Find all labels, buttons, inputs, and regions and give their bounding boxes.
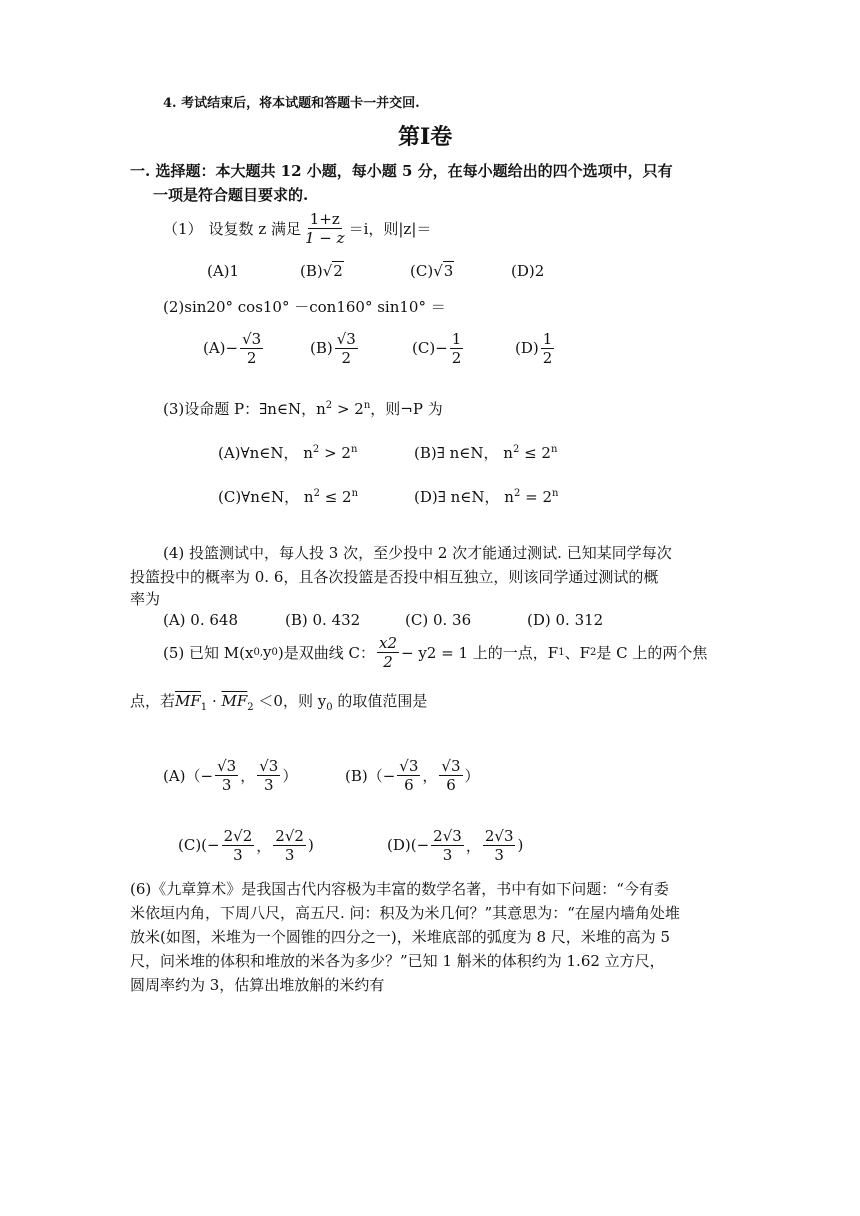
q5-a-frac2 bbox=[257, 757, 280, 794]
q1-option-c-label: (C) bbox=[410, 262, 434, 280]
q5-mid4: 、F bbox=[564, 643, 590, 662]
question-1-stem bbox=[163, 208, 431, 248]
q3-exp-2: 2 bbox=[325, 400, 333, 411]
q2-option-b-label: (B) bbox=[310, 339, 333, 357]
q4-option-c: (C) 0. 36 bbox=[405, 611, 472, 629]
q3-d-exp-n: n bbox=[552, 488, 559, 499]
q3-option-a bbox=[218, 442, 357, 463]
q5-d-frac1-num: 2√3 bbox=[433, 826, 462, 845]
q5-line2 bbox=[130, 690, 427, 713]
q3-d-pre: (D)∃ n∈N， n bbox=[414, 488, 514, 506]
q4-option-d: (D) 0. 312 bbox=[527, 611, 604, 629]
q3-stem-post: ，则¬P 为 bbox=[370, 400, 443, 418]
q5-a-label: (A)（− bbox=[163, 766, 214, 785]
q5-vector-mf2-sub: 2 bbox=[247, 702, 254, 713]
q2-b-fraction bbox=[335, 330, 358, 367]
q5-sub-x0: 0, bbox=[253, 646, 264, 658]
q5-vector-mf2: $\overline{MF}$ bbox=[221, 692, 248, 710]
q3-c-mid: ≤ 2 bbox=[319, 488, 352, 506]
q5-a-frac2-num: √3 bbox=[259, 756, 279, 775]
q1-frac-den: 1 − z bbox=[305, 228, 345, 247]
q2-option-c-label: (C)− bbox=[412, 339, 448, 357]
q3-c-pre: (C)∀n∈N， n bbox=[218, 488, 314, 506]
q5-c-frac1-coef: 2 bbox=[223, 826, 234, 845]
q2-option-b bbox=[310, 326, 360, 370]
q3-c-exp-n: n bbox=[351, 488, 359, 499]
q3-stem-pre: (3)设命题 P：∃n∈N，n bbox=[163, 400, 326, 418]
q5-option-b bbox=[345, 752, 480, 798]
q5-d-comma: ， bbox=[465, 836, 481, 855]
q5-d-frac2-den: 3 bbox=[494, 845, 504, 864]
q2-c-fraction bbox=[450, 330, 464, 367]
q3-a-exp-2: 2 bbox=[312, 444, 320, 455]
q2-c-den: 2 bbox=[451, 348, 462, 367]
q3-option-d bbox=[414, 486, 558, 507]
exam-note-4: 4. 考试结束后，将本试题和答题卡一并交回. bbox=[163, 96, 420, 111]
q5-stem-post: 是 C 上的两个焦 bbox=[596, 643, 708, 662]
q5-d-frac2-num: 2√3 bbox=[484, 826, 514, 845]
q4-line3: 率为 bbox=[130, 590, 161, 608]
q5-c-frac2-den: 3 bbox=[284, 845, 295, 864]
q1-option-b-label: (B) bbox=[300, 262, 323, 280]
question-2-stem: (2)sin20° cos10° －con160° sin10° ＝ bbox=[163, 298, 446, 316]
q2-a-num: √3 bbox=[242, 329, 262, 348]
q5-line2-pre: 点，若 bbox=[130, 692, 176, 710]
q5-d-frac1 bbox=[431, 827, 464, 864]
q5-a-frac1 bbox=[215, 757, 238, 794]
q2-option-a-label: (A)− bbox=[203, 339, 239, 357]
q5-vector-mf1-sub: 1 bbox=[200, 702, 208, 713]
q5-b-frac1-den: 6 bbox=[404, 775, 414, 794]
q5-c-frac2-coef: 2 bbox=[275, 826, 285, 845]
q1-sqrt-b-radicand: 2 bbox=[333, 262, 343, 280]
q4-option-a: (A) 0. 648 bbox=[163, 611, 239, 629]
q6-line3: 放米(如图，米堆为一个圆锥的四分之一)，米堆底部的弧度为 8 尺，米堆的高为 5 bbox=[130, 928, 671, 946]
part1-heading-line2: 一项是符合题目要求的. bbox=[153, 186, 309, 204]
q1-option-d: (D)2 bbox=[511, 262, 545, 280]
q5-a-comma: ， bbox=[240, 766, 256, 785]
q5-vector-mf1: $\overline{MF}$ bbox=[175, 692, 201, 710]
q5-c-frac2-num: 2√2 bbox=[275, 826, 304, 845]
q6-line1: (6)《九章算术》是我国古代内容极为丰富的数学名著，书中有如下问题：“今有委 bbox=[130, 880, 669, 898]
part1-heading-line1: 一. 选择题：本大题共 12 小题，每小题 5 分，在每小题给出的四个选项中，只有 bbox=[130, 162, 673, 180]
question-3-stem bbox=[163, 398, 443, 419]
q5-line2-end: 的取值范围是 bbox=[332, 692, 428, 710]
q1-sqrt-c-radicand: 3 bbox=[443, 262, 454, 280]
q5-option-a bbox=[163, 752, 297, 798]
q2-a-fraction bbox=[240, 330, 263, 367]
q3-option-c bbox=[218, 486, 358, 507]
q5-d-close: ) bbox=[517, 836, 524, 854]
q3-d-mid: = 2 bbox=[520, 488, 552, 506]
q5-frac-den: 2 bbox=[383, 652, 393, 671]
q2-c-num: 1 bbox=[451, 329, 462, 348]
q2-d-den: 2 bbox=[542, 348, 553, 367]
q3-b-pre: (B)∃ n∈N， n bbox=[414, 444, 513, 462]
q5-line2-post: ＜0，则 y bbox=[253, 692, 327, 710]
q1-option-b bbox=[300, 262, 344, 280]
q5-option-c bbox=[178, 822, 314, 868]
q2-a-den: 2 bbox=[246, 348, 257, 367]
q3-b-exp-n: n bbox=[550, 444, 558, 455]
q5-c-label: (C)(− bbox=[178, 836, 220, 854]
q5-a-frac1-num: √3 bbox=[217, 756, 237, 775]
q2-option-d-label: (D) bbox=[515, 339, 539, 357]
q4-line1: (4) 投篮测试中，每人投 3 次，至少投中 2 次才能通过测试. 已知某同学每次 bbox=[163, 544, 672, 562]
q5-c-close: ) bbox=[307, 836, 314, 854]
q2-a-num-radicand: 3 bbox=[251, 329, 262, 348]
q3-stem-mid: > 2 bbox=[332, 400, 364, 418]
q2-d-num: 1 bbox=[542, 329, 553, 348]
q5-b-close: ） bbox=[464, 766, 480, 785]
q2-option-a bbox=[203, 326, 265, 370]
q1-option-a: (A)1 bbox=[207, 262, 240, 280]
q6-line4: 尺，问米堆的体积和堆放的米各为多少？”已知 1 斛米的体积约为 1.62 立方尺， bbox=[130, 952, 665, 970]
q5-mid3: − y2 = 1 上的一点，F bbox=[401, 643, 559, 662]
q5-a-frac2-den: 3 bbox=[264, 775, 274, 794]
q1-sqrt-c: √3 bbox=[433, 262, 454, 280]
q2-option-c bbox=[412, 326, 465, 370]
q3-option-b bbox=[414, 442, 557, 463]
q5-b-comma: ， bbox=[422, 766, 438, 785]
q5-dot: · bbox=[207, 692, 222, 710]
q2-b-num: √3 bbox=[336, 329, 356, 348]
q5-b-frac2-radicand: 3 bbox=[450, 756, 461, 775]
q5-c-frac2-radicand: 2 bbox=[294, 826, 304, 845]
q5-b-frac1-radicand: 3 bbox=[408, 756, 419, 775]
q5-d-frac2 bbox=[483, 827, 516, 864]
q5-a-frac1-den: 3 bbox=[221, 775, 232, 794]
q5-sub-f1: 1 bbox=[558, 646, 565, 658]
q5-b-frac2 bbox=[439, 757, 462, 794]
q5-mid1: y bbox=[263, 643, 272, 661]
q4-option-b: (B) 0. 432 bbox=[285, 611, 361, 629]
q3-c-exp-2: 2 bbox=[313, 488, 320, 499]
q1-sqrt-b: √2 bbox=[322, 262, 343, 280]
q5-b-frac2-den: 6 bbox=[446, 775, 456, 794]
q5-c-frac1 bbox=[222, 827, 255, 864]
q6-line5: 圆周率约为 3，估算出堆放斛的米约有 bbox=[130, 976, 385, 994]
q5-frac-num: x2 bbox=[378, 633, 397, 652]
q2-b-den: 2 bbox=[341, 348, 352, 367]
q5-c-frac2 bbox=[273, 827, 306, 864]
q4-line2: 投篮投中的概率为 0. 6，且各次投篮是否投中相互独立，则该同学通过测试的概 bbox=[130, 568, 659, 586]
q1-number: （1） bbox=[163, 219, 203, 238]
q5-c-frac1-num: 2√2 bbox=[223, 826, 253, 845]
q5-option-d bbox=[387, 822, 523, 868]
q3-d-exp-2: 2 bbox=[513, 488, 521, 499]
q6-line2: 米依垣内角，下周八尺，高五尺. 问：积及为米几何？”其意思为：“在屋内墙角处堆 bbox=[130, 904, 680, 922]
q1-stem-post: ＝i，则|z|＝ bbox=[348, 219, 432, 238]
q5-d-frac1-coef: 2 bbox=[433, 826, 443, 845]
q5-c-frac1-den: 3 bbox=[233, 845, 243, 864]
q5-d-frac1-radicand: 3 bbox=[452, 826, 462, 845]
q3-b-exp-2: 2 bbox=[512, 444, 520, 455]
q5-y0-sub: 0 bbox=[326, 702, 333, 713]
q5-a-frac2-radicand: 3 bbox=[268, 756, 279, 775]
q5-fraction bbox=[377, 634, 399, 671]
q5-a-frac1-radicand: 3 bbox=[226, 756, 237, 775]
q3-a-exp-n: n bbox=[350, 444, 358, 455]
q5-a-close: ） bbox=[282, 766, 298, 785]
q1-fraction bbox=[303, 210, 347, 247]
q1-option-c bbox=[410, 262, 454, 280]
q5-stem-pre: (5) 已知 M(x bbox=[163, 643, 254, 662]
q1-frac-num: 1+z bbox=[309, 209, 340, 228]
q5-d-frac1-den: 3 bbox=[442, 845, 453, 864]
q5-b-frac1-num: √3 bbox=[399, 756, 419, 775]
q5-d-label: (D)(− bbox=[387, 836, 430, 854]
q5-sub-y0: 0 bbox=[271, 646, 278, 658]
q5-mid2: )是双曲线 C： bbox=[277, 643, 375, 662]
q5-d-frac2-radicand: 3 bbox=[503, 826, 514, 845]
q5-b-frac1 bbox=[397, 757, 420, 794]
section-title: 第Ⅰ卷 bbox=[398, 124, 453, 150]
question-5-stem bbox=[163, 632, 707, 672]
q5-b-frac2-num: √3 bbox=[441, 756, 461, 775]
q3-a-pre: (A)∀n∈N， n bbox=[218, 444, 313, 462]
q3-exp-n: n bbox=[363, 400, 371, 411]
q2-b-num-radicand: 3 bbox=[346, 329, 356, 348]
q5-c-comma: ， bbox=[256, 836, 272, 855]
q5-c-frac1-radicand: 2 bbox=[242, 826, 253, 845]
q5-sub-f2: 2 bbox=[589, 646, 597, 658]
q5-b-label: (B)（− bbox=[345, 766, 396, 785]
q2-option-d bbox=[515, 326, 556, 370]
q5-d-frac2-coef: 2 bbox=[484, 826, 495, 845]
q1-stem-pre: 设复数 z 满足 bbox=[208, 219, 301, 238]
q2-d-fraction bbox=[541, 330, 555, 367]
q3-a-mid: > 2 bbox=[319, 444, 351, 462]
q3-b-mid: ≤ 2 bbox=[519, 444, 551, 462]
